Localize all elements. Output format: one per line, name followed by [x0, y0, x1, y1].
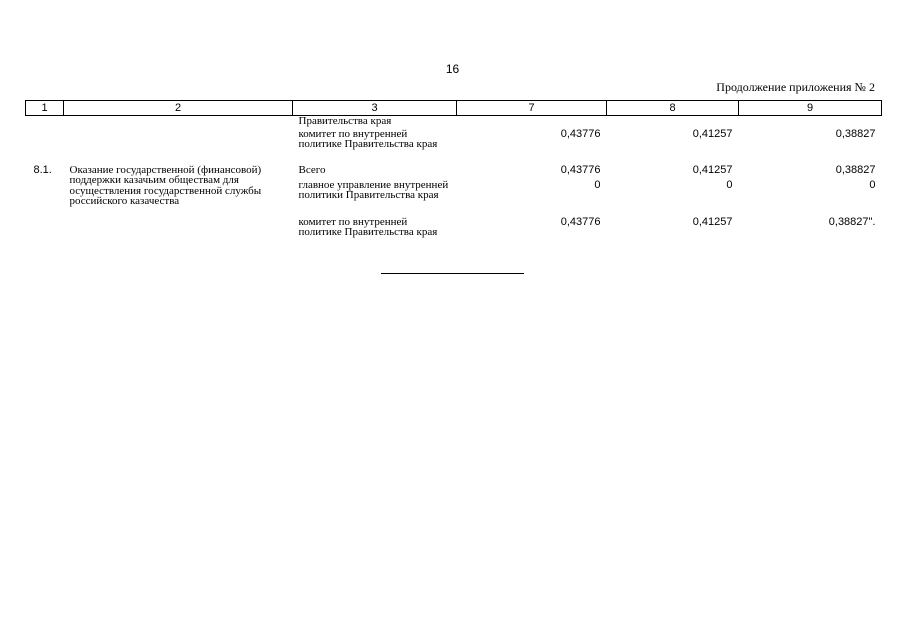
row-value-9-cell: 0,38827". [828, 215, 876, 228]
row-value-9-cell: 0,38827 [835, 163, 876, 176]
row-number-cell [26, 127, 64, 165]
row-description-cell: Оказание государственной (финансовой) поддержки казачьим обществам для осуществления государственной службы российского казачества [69, 163, 262, 207]
row-value-7-cell [457, 116, 607, 127]
header-col-7: 7 [457, 101, 607, 116]
row-value-8-cell: 0,41257 [692, 127, 733, 140]
row-value-7-cell: 0,43776 [560, 163, 601, 176]
row-executor-cell: Правительства края [298, 115, 392, 127]
header-col-9: 9 [739, 101, 882, 116]
row-value-7-cell: 0,43776 [560, 215, 601, 228]
row-description-cell [64, 217, 293, 253]
page-number: 16 [445, 62, 460, 76]
row-value-8-cell: 0,41257 [692, 215, 733, 228]
header-col-1: 1 [26, 101, 64, 116]
row-number-cell [26, 217, 64, 253]
row-executor-cell: комитет по внутренней политике Правительства края [298, 215, 438, 238]
row-number-cell: 8.1. [33, 163, 52, 176]
header-col-8: 8 [607, 101, 739, 116]
row-value-8-cell: 0 [726, 178, 733, 191]
header-col-2: 2 [64, 101, 293, 116]
header-col-3: 3 [293, 101, 457, 116]
table-row [26, 116, 882, 127]
row-value-9-cell: 0 [869, 178, 876, 191]
row-value-8-cell: 0,41257 [692, 163, 733, 176]
appendix-continuation-note: Продолжение приложения № 2 [716, 80, 875, 94]
table-row [26, 217, 882, 253]
table-row [26, 165, 882, 180]
row-executor-cell: главное управление внутренней политики Правительства края [298, 178, 449, 201]
row-value-7-cell: 0,43776 [560, 127, 601, 140]
row-number-cell [26, 116, 64, 127]
row-value-9-cell: 0,38827 [835, 127, 876, 140]
row-description-cell [64, 127, 293, 165]
row-description-cell [64, 116, 293, 127]
row-executor-cell: Всего [298, 163, 326, 176]
table-row [26, 127, 882, 165]
row-value-8-cell [607, 116, 739, 127]
table-header-row [26, 101, 882, 116]
row-value-9-cell [739, 116, 882, 127]
row-executor-cell: комитет по внутренней политике Правительства края [298, 127, 438, 150]
budget-table [25, 100, 882, 253]
row-value-7-cell: 0 [594, 178, 601, 191]
end-divider-line [381, 273, 524, 274]
